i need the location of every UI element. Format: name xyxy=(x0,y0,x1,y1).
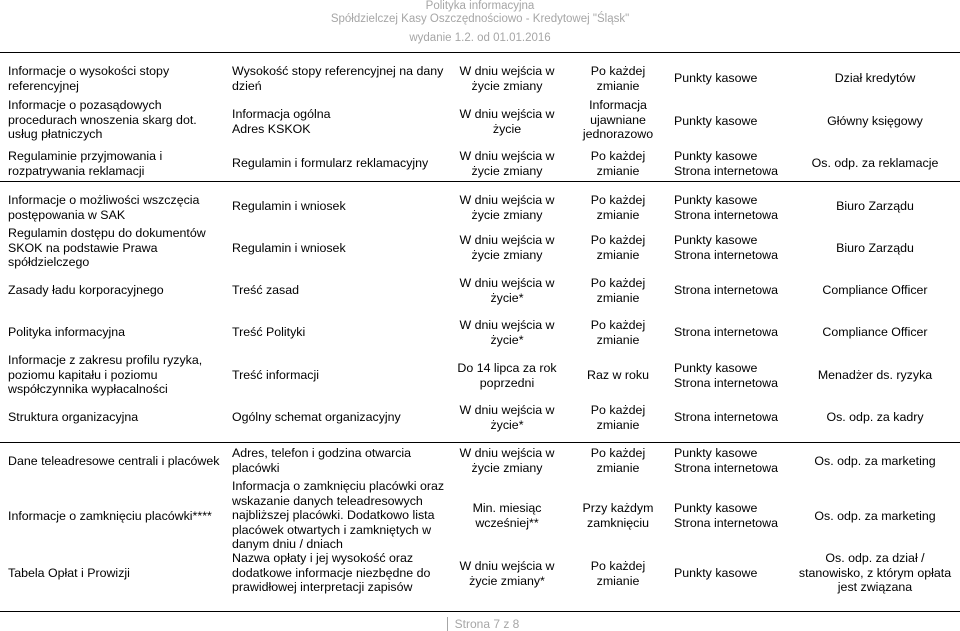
cell-owner: Os. odp. za kadry xyxy=(826,410,924,424)
cell-owner: Os. odp. za marketing xyxy=(814,509,936,523)
cell-effective: W dniu wejścia w życie zmiany xyxy=(459,446,555,475)
cell-update: Po każdej zmianie xyxy=(590,276,646,305)
cell-scope: Regulamin i wniosek xyxy=(232,199,346,213)
cell-owner: Główny księgowy xyxy=(827,114,923,128)
cell-owner: Os. odp. za dział / stanowisko, z którym opłata jest związana xyxy=(798,551,952,595)
cell-update: Po każdej zmianie xyxy=(590,318,646,347)
cell-scope: Informacja o zamknięciu placówki oraz wskazanie danych teleadresowych najbliższej placówki. Dodatkowo lista placówek otwartych i zamkniętych w danym dniu / dniach xyxy=(232,479,445,552)
cell-update: Przy każdym zamknięciu xyxy=(582,501,654,530)
cell-update: Po każdej zmianie xyxy=(590,233,646,262)
header-edition: wydanie 1.2. od 01.01.2016 xyxy=(409,32,551,44)
table-rule xyxy=(0,181,960,182)
cell-update: Po każdej zmianie xyxy=(590,446,646,475)
cell-info: Polityka informacyjna xyxy=(8,325,126,339)
cell-effective: W dniu wejścia w życie zmiany xyxy=(459,149,555,178)
cell-scope: Treść informacji xyxy=(232,368,319,382)
cell-owner: Biuro Zarządu xyxy=(836,199,914,213)
cell-update: Po każdej zmianie xyxy=(590,64,646,93)
cell-place: Punkty kasowe Strona internetowa xyxy=(674,193,779,222)
cell-update: Raz w roku xyxy=(587,368,649,382)
cell-effective: Min. miesiąc wcześniej** xyxy=(472,501,542,530)
cell-info: Zasady ładu korporacyjnego xyxy=(8,283,164,297)
cell-info: Regulamin dostępu do dokumentów SKOK na podstawie Prawa spółdzielczego xyxy=(8,226,206,270)
cell-info: Dane teleadresowe centrali i placówek xyxy=(8,454,220,468)
cell-update: Po każdej zmianie xyxy=(590,193,646,222)
cell-effective: W dniu wejścia w życie* xyxy=(459,318,555,347)
cell-effective: W dniu wejścia w życie zmiany* xyxy=(459,559,555,588)
cell-owner: Compliance Officer xyxy=(822,325,928,339)
cell-info: Informacje o zamknięciu placówki**** xyxy=(8,509,212,523)
cell-scope: Informacja ogólna Adres KSKOK xyxy=(232,107,331,136)
cell-owner: Os. odp. za reklamacje xyxy=(811,156,939,170)
cell-scope: Treść zasad xyxy=(232,283,300,297)
cell-scope: Regulamin i formularz reklamacyjny xyxy=(232,156,429,170)
cell-info: Struktura organizacyjna xyxy=(8,410,139,424)
cell-scope: Treść Polityki xyxy=(232,325,306,339)
cell-place: Punkty kasowe Strona internetowa xyxy=(674,149,779,178)
cell-scope: Regulamin i wniosek xyxy=(232,241,346,255)
cell-scope: Wysokość stopy referencyjnej na dany dzień xyxy=(232,64,444,93)
cell-effective: Do 14 lipca za rok poprzedni xyxy=(457,361,557,390)
cell-place: Strona internetowa xyxy=(674,283,779,297)
cell-effective: W dniu wejścia w życie* xyxy=(459,403,555,432)
cell-effective: W dniu wejścia w życie xyxy=(459,107,555,136)
cell-update: Po każdej zmianie xyxy=(590,149,646,178)
cell-owner: Dział kredytów xyxy=(834,71,916,85)
cell-update: Po każdej zmianie xyxy=(590,403,646,432)
cell-place: Punkty kasowe xyxy=(674,71,758,85)
cell-owner: Biuro Zarządu xyxy=(836,241,914,255)
cell-scope: Ogólny schemat organizacyjny xyxy=(232,410,401,424)
cell-info: Informacje z zakresu profilu ryzyka, poziomu kapitału i poziomu współczynnika wypłacalności xyxy=(8,353,203,397)
cell-info: Tabela Opłat i Prowizji xyxy=(8,566,130,580)
cell-effective: W dniu wejścia w życie zmiany xyxy=(459,233,555,262)
header-institution: Spółdzielczej Kasy Oszczędnościowo - Kredytowej "Śląsk" xyxy=(330,13,630,25)
cell-place: Punkty kasowe Strona internetowa xyxy=(674,446,779,475)
cell-owner: Os. odp. za marketing xyxy=(814,454,936,468)
cell-owner: Menadżer ds. ryzyka xyxy=(817,368,933,382)
cell-place: Punkty kasowe xyxy=(674,566,758,580)
cell-info: Informacje o możliwości wszczęcia postępowania w SAK xyxy=(8,193,200,222)
cell-place: Punkty kasowe Strona internetowa xyxy=(674,233,779,262)
header-title: Polityka informacyjna xyxy=(425,0,535,12)
cell-scope: Nazwa opłaty i jej wysokość oraz dodatkowe informacje niezbędne do prawidłowej interpretacji zapisów xyxy=(232,551,431,595)
table-top-rule xyxy=(0,52,960,53)
cell-effective: W dniu wejścia w życie zmiany xyxy=(459,64,555,93)
cell-place: Punkty kasowe Strona internetowa xyxy=(674,501,779,530)
cell-update: Po każdej zmianie xyxy=(590,559,646,588)
cell-place: Strona internetowa xyxy=(674,410,779,424)
page-number: Strona 7 z 8 xyxy=(454,617,520,631)
cell-place: Punkty kasowe Strona internetowa xyxy=(674,361,779,390)
cell-info: Informacje o pozasądowych procedurach wnoszenia skarg dot. usług płatniczych xyxy=(8,98,197,142)
cell-place: Punkty kasowe xyxy=(674,114,758,128)
cell-info: Regulaminie przyjmowania i rozpatrywania reklamacji xyxy=(8,149,163,178)
cell-update: Informacja ujawniane jednorazowo xyxy=(582,98,654,142)
cell-effective: W dniu wejścia w życie zmiany xyxy=(459,193,555,222)
table-bottom-rule xyxy=(0,611,960,612)
cell-effective: W dniu wejścia w życie* xyxy=(459,276,555,305)
cell-info: Informacje o wysokości stopy referencyjnej xyxy=(8,64,170,93)
cell-owner: Compliance Officer xyxy=(822,283,928,297)
table-rule xyxy=(0,442,960,443)
cell-scope: Adres, telefon i godzina otwarcia placówki xyxy=(232,446,412,475)
cell-place: Strona internetowa xyxy=(674,325,779,339)
